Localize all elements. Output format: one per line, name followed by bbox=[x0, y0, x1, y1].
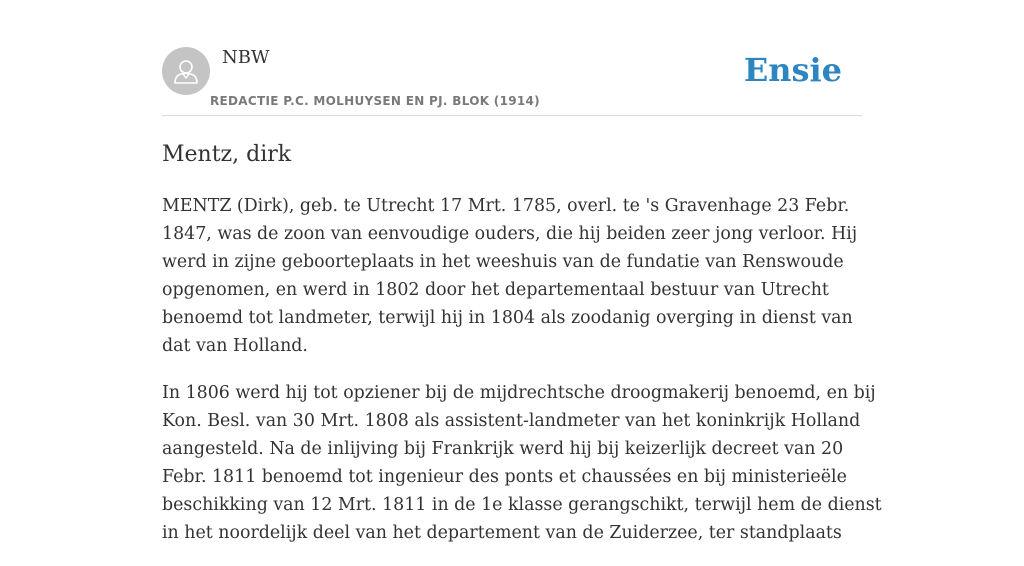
source-name[interactable]: NBW bbox=[222, 47, 270, 68]
source-subtitle: REDACTIE P.C. MOLHUYSEN EN PJ. BLOK (1914) bbox=[210, 94, 540, 108]
source-header bbox=[162, 46, 862, 116]
brand-logo[interactable]: Ensie bbox=[743, 51, 842, 89]
article-paragraph: MENTZ (Dirk), geb. te Utrecht 17 Mrt. 1785, overl. te 's Gravenhage 23 Febr. 1847, was de zoon van eenvoudige ouders, die hij beiden zeer jong verloor. Hij werd in zijne geboorteplaats in het weeshuis van de fundatie van Renswoude opgenomen, en werd in 1802 door het departementaal bestuur van Utrecht benoemd tot landmeter, terwijl hij in 1804 als zoodanig overging in dienst van dat van Holland. bbox=[162, 196, 858, 356]
user-icon bbox=[162, 47, 210, 95]
article-paragraph: In 1806 werd hij tot opziener bij de mijdrechtsche droogmakerij benoemd, en bij Kon. Besl. van 30 Mrt. 1808 als assistent-landmeter van het koninkrijk Holland aangesteld. Na de inlijving bij Frankrijk werd hij bij keizerlijk decreet van 20 Febr. 1811 benoemd tot ingenieur des ponts et chaussées en bij ministerieële beschikking van 12 Mrt. 1811 in de 1e klasse gerangschikt, terwijl hem de dienst in het noordelijk deel van het departement van de Zuiderzee, ter standplaats bbox=[162, 383, 882, 543]
article-body bbox=[162, 192, 882, 566]
article-title: Mentz, dirk bbox=[162, 142, 292, 167]
